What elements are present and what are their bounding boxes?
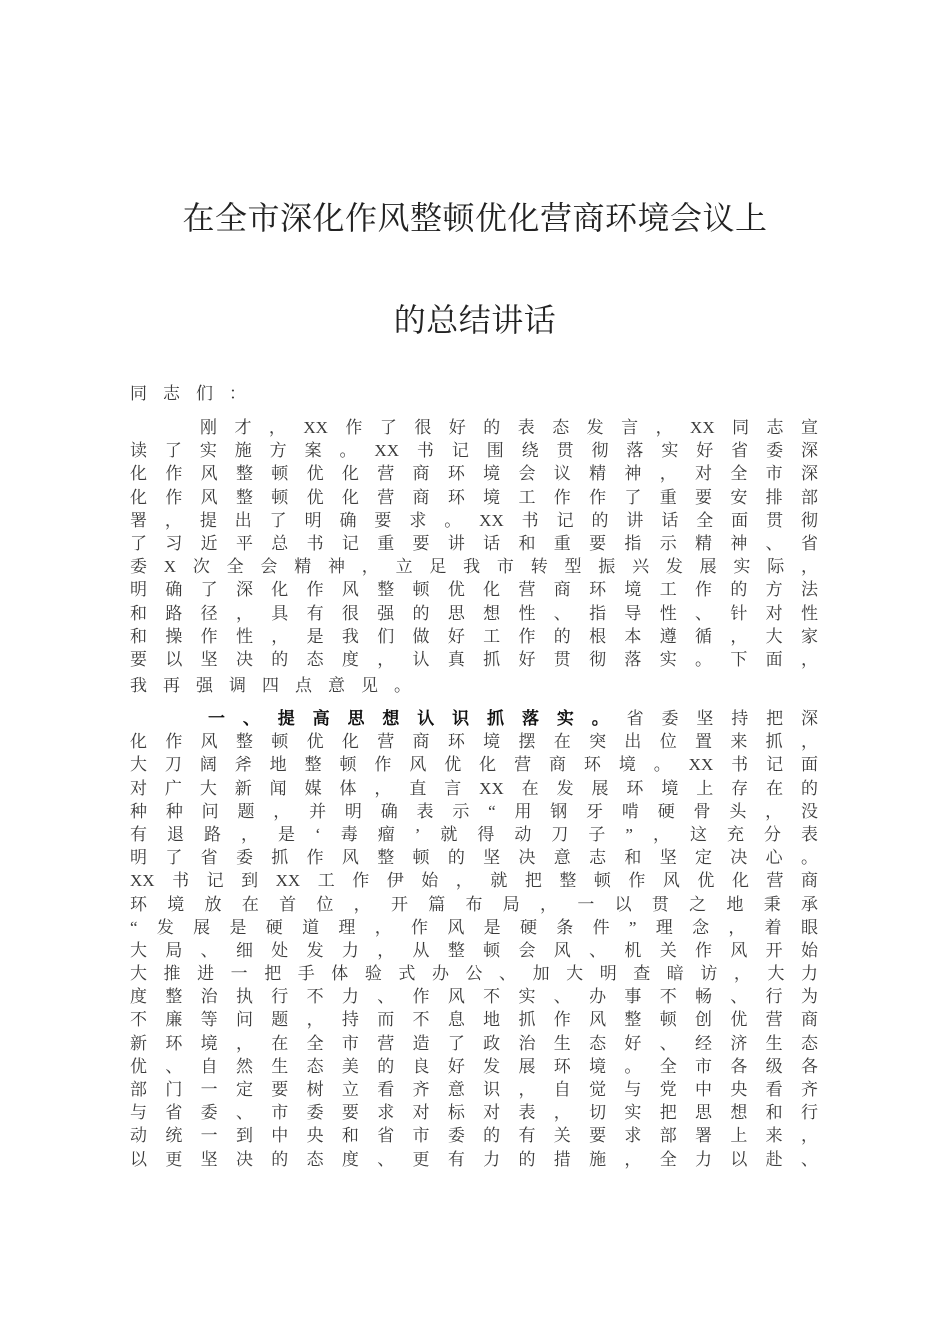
paragraph-line: “发展是硬道理，作风是硬条件”理念，着眼 (130, 917, 818, 937)
paragraph-line: 署，提出了明确要求。XX书记的讲话全面贯彻 (130, 510, 818, 530)
paragraph-line: 刚才，XX作了很好的表态发言，XX同志宣 (200, 418, 818, 437)
paragraph-line: 化作风整顿优化营商环境摆在突出位置来抓， (130, 732, 818, 752)
paragraph-line: 大推进一把手体验式办公、加大明查暗访，大力 (130, 964, 818, 984)
paragraph-line: 化作风整顿优化营商环境会议精神，对全市深 (130, 464, 818, 484)
paragraph-line: 大局、细处发力，从整顿会风、机关作风开始 (130, 940, 818, 960)
salutation: 同志们： (130, 384, 262, 403)
paragraph-line: 与省委、市委要求对标对表，切实把思想和行 (130, 1103, 818, 1123)
paragraph-line: 委X次全会精神，立足我市转型振兴发展实际， (130, 557, 818, 577)
paragraph-line: 要以坚决的态度，认真抓好贯彻落实。下面， (130, 649, 818, 669)
paragraph-line: 对广大新闻媒体，直言XX在发展环境上存在的 (130, 778, 818, 798)
paragraph-1 (130, 416, 818, 697)
paragraph-line: 种种问题，并明确表示“用钢牙啃硬骨头，没 (130, 801, 818, 821)
paragraph-line: 环境放在首位，开篇布局，一以贯之地秉承 (130, 894, 818, 914)
paragraph-line: 动统一到中央和省市委的有关要求部署上来， (130, 1126, 818, 1146)
paragraph-line: 我再强调四点意见。 (130, 676, 427, 696)
paragraph-line: 度整治执行不力、作风不实、办事不畅、行为 (130, 987, 818, 1007)
paragraph-line: 优、自然生态美的良好发展环境。全市各级各 (130, 1056, 818, 1076)
paragraph-line: 读了实施方案。XX书记围绕贯彻落实好省委深 (130, 441, 818, 461)
paragraph-line: 新环境，在全市营造了政治生态好、经济生态 (130, 1033, 818, 1053)
paragraph-line: 部门一定要树立看齐意识，自觉与党中央看齐 (130, 1080, 818, 1099)
paragraph-line: 了习近平总书记重要讲话和重要指示精神、省 (130, 533, 818, 553)
paragraph-line: 以更坚决的态度、更有力的措施，全力以赴、 (130, 1149, 818, 1169)
paragraph-line: 明了省委抓作风整顿的坚决意志和坚定决心。 (130, 848, 818, 868)
paragraph-first-line (130, 707, 818, 730)
paragraph-line: 明确了深化作风整顿优化营商环境工作的方法 (130, 580, 818, 600)
document-title-line-2: 的总结讲话 (393, 302, 557, 338)
paragraph-line: 和路径，具有很强的思想性、指导性、针对性 (130, 603, 818, 623)
paragraph-line: 大刀阔斧地整顿作风优化营商环境。XX书记面 (130, 755, 818, 775)
paragraph-line: 有退路，是‘毒瘤’就得动刀子”，这充分表 (130, 824, 818, 844)
paragraph-line: 化作风整顿优化营商环境工作作了重要安排部 (130, 487, 818, 507)
paragraph-first-line-text: 省委坚持把深 (626, 709, 818, 728)
paragraph-line: 不廉等问题，持而不息地抓作风整顿创优营商 (130, 1010, 818, 1030)
paragraph-line: 和操作性，是我们做好工作的根本遵循，大家 (130, 626, 818, 646)
paragraph-line: XX书记到XX工作伊始，就把整顿作风优化营商 (130, 871, 818, 891)
section-heading: 一、提高思想认识抓落实。 (208, 709, 627, 728)
document-title-line-1: 在全市深化作风整顿优化营商环境会议上 (182, 200, 768, 236)
paragraph-2 (130, 707, 818, 1171)
